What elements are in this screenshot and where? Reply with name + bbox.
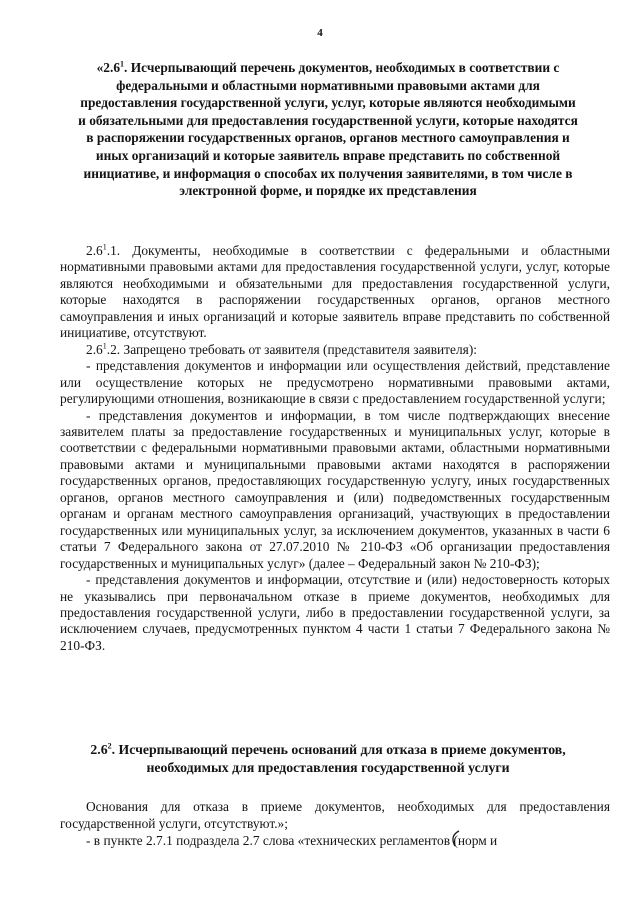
amendment-text: - в пункте 2.7.1 подраздела 2.7 слова «технических регламентов — [86, 833, 454, 848]
paragraph-prefix: 2.6 — [86, 341, 103, 357]
section-body-2-6-2 — [60, 798, 610, 849]
section-body-2-6-1 — [60, 243, 610, 654]
section-heading-2-6-1 — [78, 59, 578, 200]
amendment-tail-text: (норм и — [453, 833, 498, 848]
paragraph-grounds: Основания для отказа в приеме документов, необходимых для предоставления государственной услуги, отсутствуют.»; — [60, 799, 610, 831]
page-number: 4 — [317, 27, 323, 39]
heading-superscript: 1 — [120, 59, 125, 69]
heading-text: . Исчерпывающий перечень оснований для отказа в приеме документов, необходимых для предоставления государственной услуги — [111, 742, 566, 775]
paragraph-prefix: 2.6 — [86, 243, 103, 258]
paragraph-superscript: 1 — [102, 341, 107, 351]
heading-text: . Исчерпывающий перечень документов, необходимых в соответствии с федеральными и областными нормативными правовыми актами для предоставления государственной услуги, услуг, которые являются необходимыми и обязательными для предоставления государственной услуги, которые находятся в распоряжении государственных органов, органов местного самоуправления и иных организаций и которые заявитель вправе представить по собственной инициативе, и информация о способах их получения заявителями, в том числе в электронной форме, и порядке их представления — [78, 60, 578, 199]
paragraph-text: .2. Запрещено требовать от заявителя (представителя заявителя): — [106, 341, 477, 357]
paragraph-superscript: 1 — [102, 242, 107, 252]
heading-prefix: 2.6 — [90, 742, 108, 757]
heading-superscript: 2 — [107, 741, 112, 751]
handwritten-mark-icon — [447, 829, 461, 849]
heading-prefix: «2.6 — [96, 60, 121, 75]
section-heading-2-6-2 — [78, 741, 578, 777]
list-item: - представления документов и информации, отсутствие и (или) недостоверность которых не указывались при первоначальном отказе в приеме документов, необходимых для предоставления государственной услуги, либо в предоставлении государственной услуги, за исключением случаев, предусмотренных пунктом 4 части 1 статьи 7 Федерального закона № 210-ФЗ. — [60, 572, 610, 653]
paragraph-amendment — [60, 832, 610, 849]
paragraph-2-6-1-1 — [60, 243, 610, 342]
amendment-tail — [453, 833, 497, 848]
list-item: - представления документов и информации или осуществления действий, представление или осуществление которых не предусмотрено нормативными правовыми актами, регулирующими отношения, возникающие в связи с предоставлением государственной услуги; — [60, 358, 610, 407]
paragraph-text: .1. Документы, необходимые в соответствии с федеральными и областными нормативными правовыми актами для предоставления государственной услуги, услуг, которые являются необходимыми и обязательными для предоставления государственной услуги, которые находятся в распоряжении государственных органов, органов местного самоуправления и иных организаций и которые заявитель вправе представить по собственной инициативе, отсутствуют. — [60, 243, 610, 341]
list-item: - представления документов и информации, в том числе подтверждающих внесение заявителем платы за предоставление государственных и муниципальных услуг, которые в соответствии с федеральными нормативными правовыми актами, областными нормативными правовыми актами и муниципальными правовыми актами находятся в распоряжении государственных органов, предоставляющих государственную услугу, иных государственных органов, органов местного самоуправления и (или) подведомственных государственным органам и органам местного самоуправления организаций, участвующих в предоставлении государственных или муниципальных услуг, за исключением документов, указанных в части 6 статьи 7 Федерального закона от 27.07.2010 № 210-ФЗ «Об организации предоставления государственных и муниципальных услуг» (далее – Федеральный закон № 210-ФЗ); — [60, 407, 610, 571]
paragraph-2-6-1-2 — [60, 342, 610, 358]
